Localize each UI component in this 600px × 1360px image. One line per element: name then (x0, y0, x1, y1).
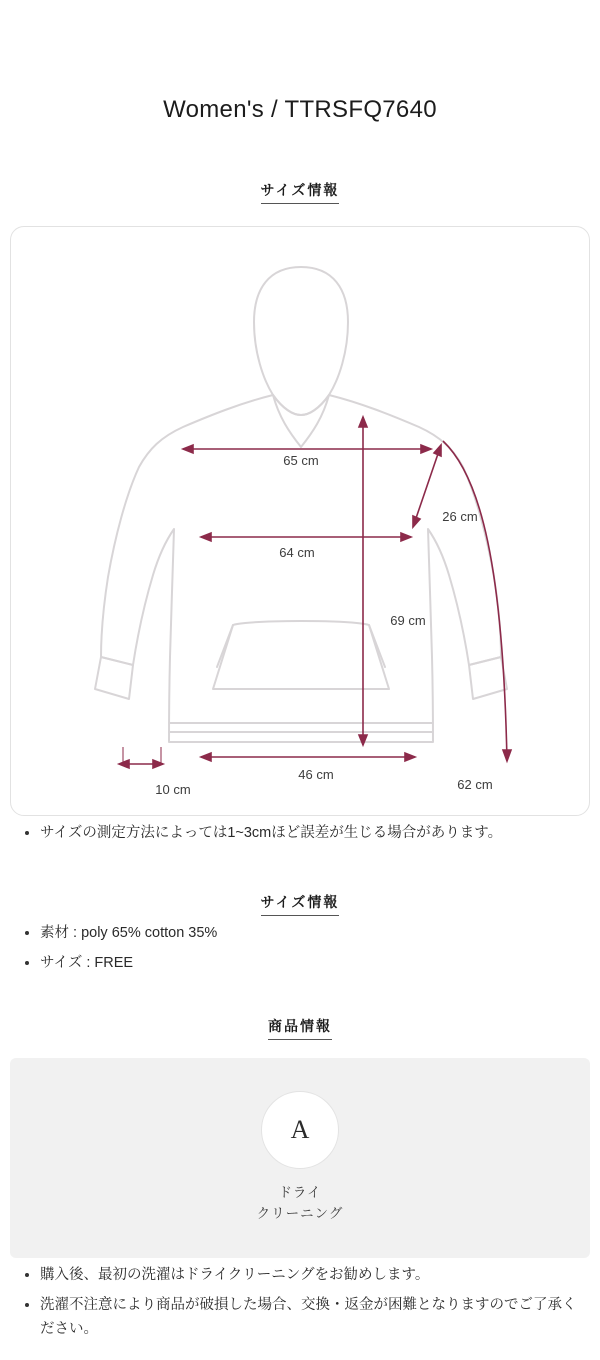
section-heading-size-info-text: サイズ情報 (261, 180, 340, 204)
spec-list (0, 922, 600, 976)
dimension-lines (119, 417, 511, 768)
section-heading-material-info-text: サイズ情報 (261, 892, 340, 916)
section-heading-material-info (0, 892, 600, 916)
list-item: 素材 : poly 65% cotton 35% (22, 922, 580, 946)
section-heading-product-info-text: 商品情報 (268, 1016, 332, 1040)
care-label (257, 1183, 344, 1225)
dim-label-under-chest: 64 cm (279, 545, 315, 560)
measurement-notes (0, 822, 600, 846)
page-title: Women's / TTRSFQ7640 (163, 96, 437, 123)
section-heading-product-info (0, 1016, 600, 1040)
list-item: 購入後、最初の洗濯はドライクリーニングをお勧めします。 (22, 1264, 580, 1288)
care-instruction-panel (10, 1058, 590, 1258)
list-item: サイズ : FREE (22, 952, 580, 976)
dry-clean-symbol: A (290, 1114, 310, 1144)
dim-label-arm: 62 cm (457, 777, 493, 792)
care-label-line1: ドライ (278, 1184, 322, 1200)
list-item: サイズの測定方法によっては1~3cmほど誤差が生じる場合があります。 (22, 822, 580, 846)
dim-label-sleeve: 26 cm (442, 509, 478, 524)
dim-label-total-length: 69 cm (390, 613, 426, 628)
list-item: 洗濯不注意により商品が破損した場合、交換・返金が困難となりますのでご了承ください。 (22, 1294, 580, 1342)
hoodie-diagram-svg (11, 227, 590, 815)
hoodie-outline (95, 267, 507, 742)
care-label-line2: クリーニング (256, 1205, 344, 1221)
section-heading-size-info (0, 180, 600, 204)
dim-label-cuff: 10 cm (155, 782, 191, 797)
dim-label-chest: 65 cm (283, 453, 319, 468)
size-diagram (10, 226, 590, 816)
dim-label-hem: 46 cm (298, 767, 334, 782)
care-notes (0, 1264, 600, 1342)
dry-clean-icon (261, 1091, 339, 1169)
dimension-labels (155, 453, 492, 797)
